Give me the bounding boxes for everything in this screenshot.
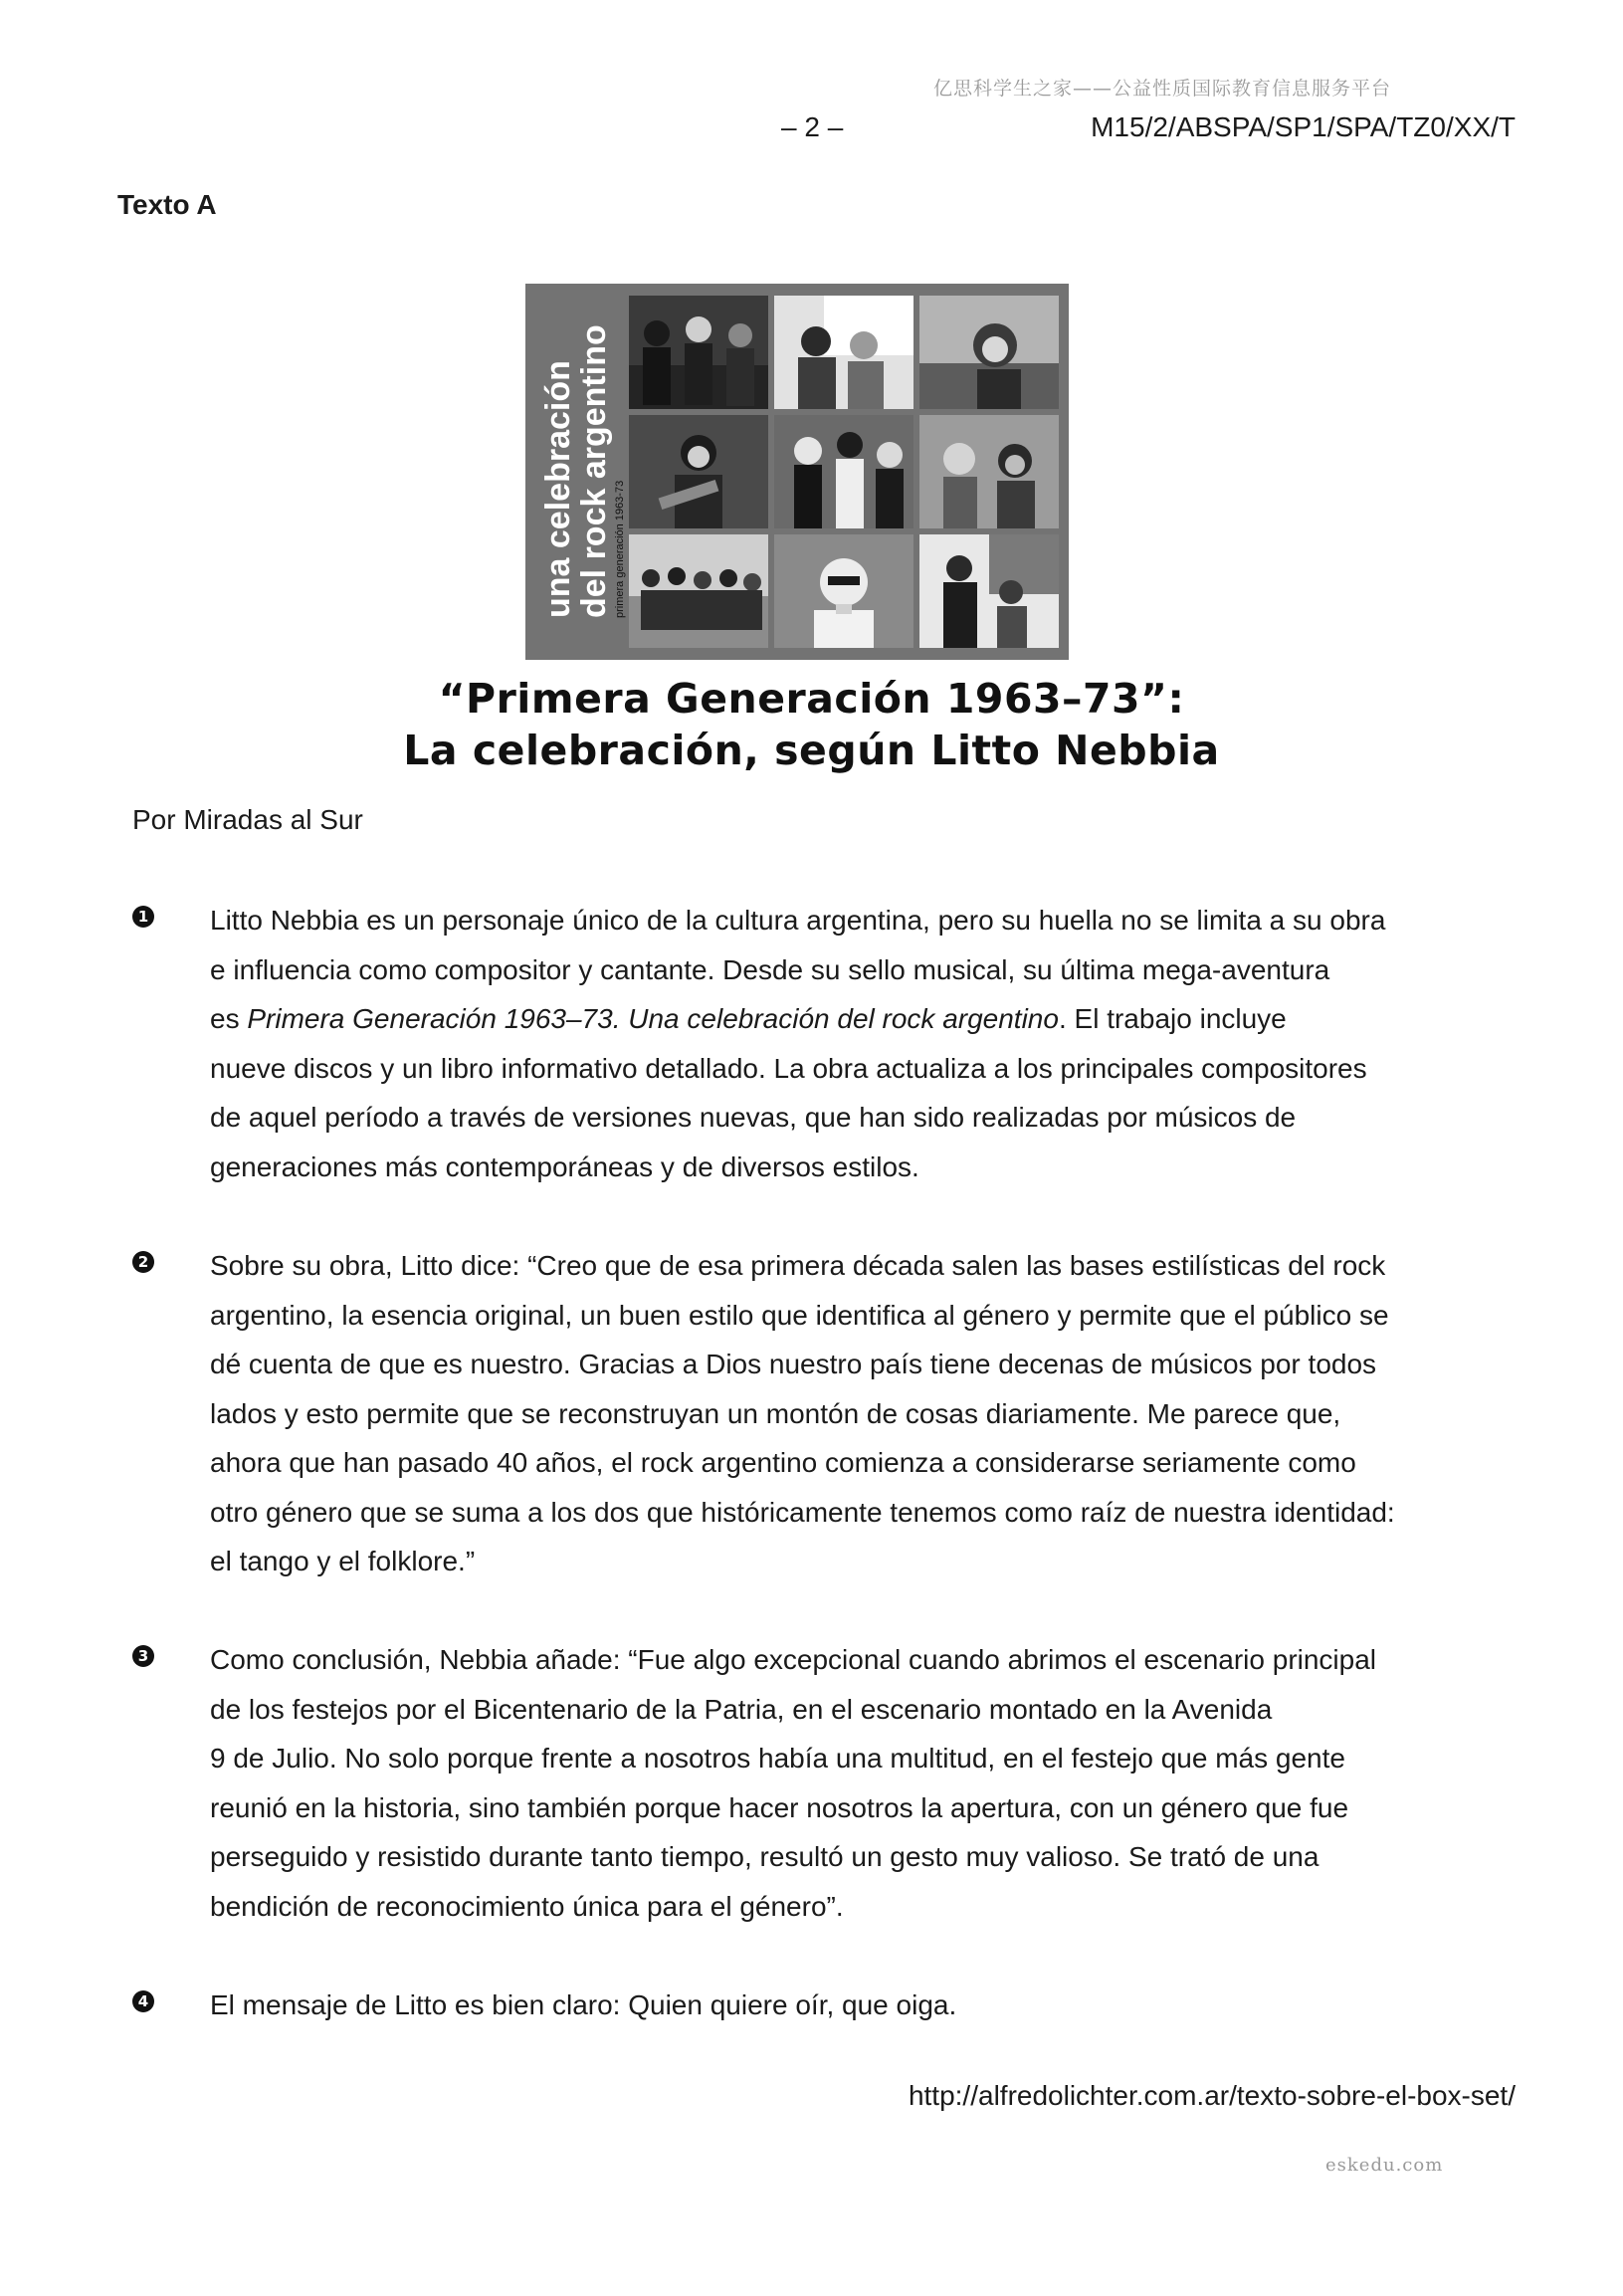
source-url: http://alfredolichter.com.ar/texto-sobre-el-box-set/: [908, 2080, 1516, 2111]
paragraph-line: perseguido y resistido durante tanto tiempo, resultó un gesto muy valioso. Se trató de una: [210, 1841, 1319, 1872]
cover-photo: [919, 534, 1059, 648]
cover-photo: [919, 296, 1059, 409]
cover-subtitle: primera generación 1963-73: [614, 480, 626, 618]
cover-photo: [919, 415, 1059, 528]
paragraph-line: El mensaje de Litto es bien claro: Quien quiere oír, que oiga.: [210, 1989, 957, 2020]
paragraph-line: reunió en la historia, sino también porque hacer nosotros la apertura, con un género que fue: [210, 1791, 1349, 1823]
paragraph-line: bendición de reconocimiento única para el género”.: [210, 1890, 844, 1922]
cover-photo: [774, 296, 913, 409]
paragraph-line: e influencia como compositor y cantante. Desde su sello musical, su última mega-aventura: [210, 953, 1330, 985]
paragraph-line: 9 de Julio. No solo porque frente a nosotros había una multitud, en el festejo que más gente: [210, 1743, 1345, 1774]
paragraph-line: argentino, la esencia original, un buen estilo que identifica al género y permite que el público se: [210, 1299, 1389, 1331]
paragraph-line: lados y esto permite que se reconstruyan un montón de cosas diariamente. Me parece que,: [210, 1397, 1341, 1429]
cover-photo: [774, 415, 913, 528]
paragraph-line: el tango y el folklore.”: [210, 1546, 476, 1576]
paragraph-line: Litto Nebbia es un personaje único de la cultura argentina, pero su huella no se limita a su obra: [210, 905, 1386, 936]
byline: Por Miradas al Sur: [132, 804, 363, 835]
headline-line2: La celebración, según Litto Nebbia: [403, 727, 1220, 774]
line-end: . El trabajo incluye: [1058, 1003, 1287, 1034]
paragraph-line: otro género que se suma a los dos que históricamente tenemos como raíz de nuestra identidad:: [210, 1496, 1395, 1528]
paragraph-line: dé cuenta de que es nuestro. Gracias a Dios nuestro país tiene decenas de músicos por todos: [210, 1349, 1377, 1379]
paragraph-line: generaciones más contemporáneas y de diversos estilos.: [210, 1150, 919, 1182]
cover-title-line2: del rock argentino: [575, 324, 613, 618]
section-label: Texto A: [117, 189, 217, 220]
paragraph-line: Sobre su obra, Litto dice: “Creo que de esa primera década salen las bases estilísticas del rock: [210, 1250, 1386, 1281]
cover-photo: [629, 296, 768, 409]
album-cover-image: [525, 284, 1069, 660]
paragraph-line: ahora que han pasado 40 años, el rock argentino comienza a considerarse seriamente como: [210, 1447, 1356, 1478]
cover-photo: [629, 534, 768, 648]
paragraph-number: 1: [132, 906, 154, 928]
paragraph-text: [210, 1241, 1525, 1586]
paragraph-text: [210, 896, 1525, 1191]
headline-line1: “Primera Generación 1963–73”:: [438, 675, 1185, 723]
album-title: Primera Generación 1963–73. Una celebración del rock argentino: [247, 1003, 1059, 1034]
headline: [0, 673, 1623, 776]
page-number: – 2 –: [781, 111, 844, 142]
paragraph-line: [210, 994, 1525, 1044]
footer-watermark: eskedu.com: [1325, 2155, 1444, 2176]
paragraph-number: 2: [132, 1251, 154, 1273]
paragraph-line: nueve discos y un libro informativo detallado. La obra actualiza a los principales compositores: [210, 1052, 1367, 1084]
paragraph-text: [210, 1981, 1525, 2030]
cover-title-line1: una celebración: [539, 360, 577, 618]
paragraph-text: [210, 1635, 1525, 1931]
paragraph-line: de los festejos por el Bicentenario de la Patria, en el escenario montado en la Avenida: [210, 1693, 1273, 1725]
header-watermark: 亿思科学生之家——公益性质国际教育信息服务平台: [933, 78, 1392, 100]
paragraph-number: 3: [132, 1645, 154, 1667]
paragraph-number: 4: [132, 1990, 154, 2012]
paragraph-line: Como conclusión, Nebbia añade: “Fue algo excepcional cuando abrimos el escenario principal: [210, 1644, 1377, 1675]
exam-code: M15/2/ABSPA/SP1/SPA/TZ0/XX/T: [1091, 111, 1516, 142]
cover-photo: [629, 415, 768, 528]
cover-photo: [774, 534, 913, 648]
line-start: es: [210, 1003, 248, 1034]
paragraph-line: de aquel período a través de versiones nuevas, que han sido realizadas por músicos de: [210, 1102, 1297, 1133]
